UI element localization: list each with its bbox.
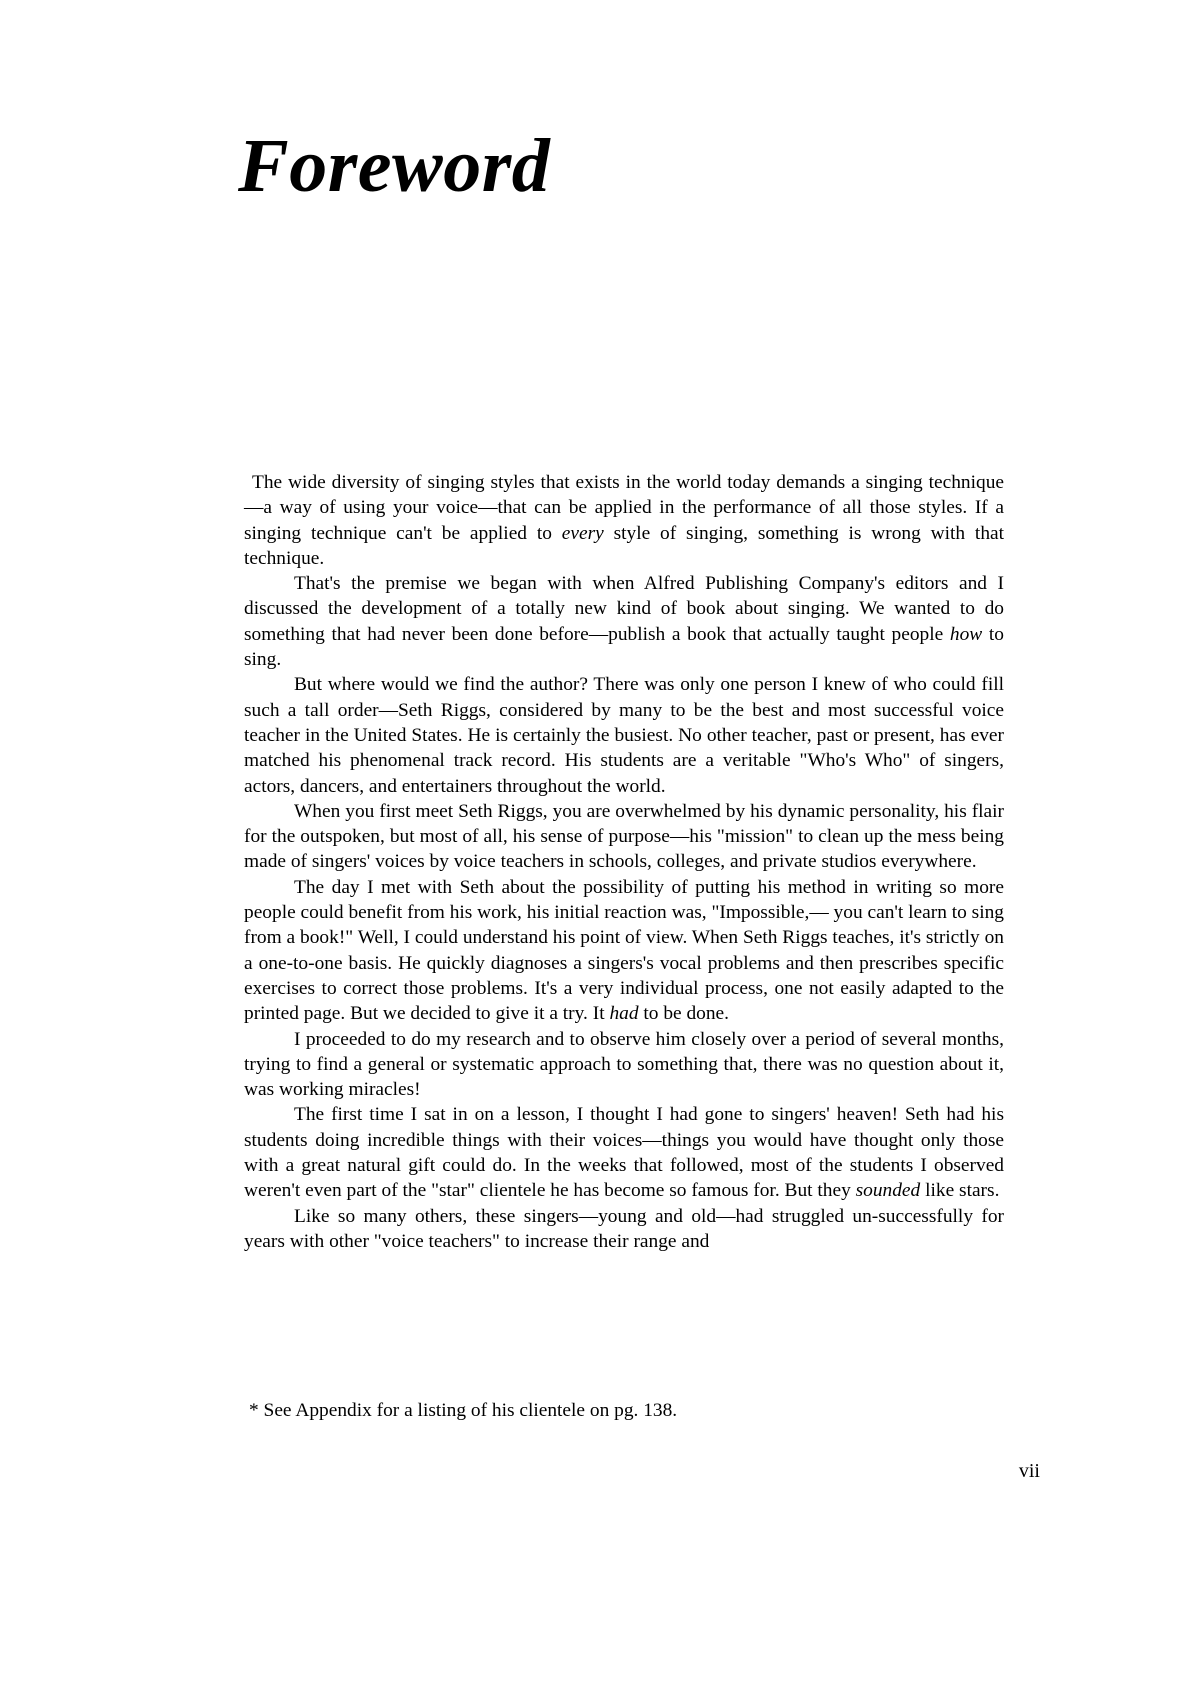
emphasis-text: had [609,1003,639,1025]
paragraph [244,875,1004,1027]
text-run: The day I met with Seth about the possibility of putting his method in writing so more people could benefit from his work, his initial reaction was, "Impossible,— you can't learn to sing from a book!" Well, I could understand his point of view. When Seth Riggs teaches, it's strictly on a one-to-one basis. He quickly diagnoses a singers's vocal problems and then prescribes specific exercises to correct those problems. It's a very individual process, one not easily adapted to the printed page. But we decided to give it a try. It [244,876,1004,1025]
emphasis-text: how [949,623,983,645]
text-run: That's the premise we began with when Alfred Publishing Company's editors and I discussed the development of a totally new kind of book about singing. We wanted to do something that had never been done before—publish a book that actually taught people [244,573,1004,645]
text-run: I proceeded to do my research and to observe him closely over a period of several months, trying to find a general or systematic approach to something that, there was no question about it, was working miracles! [244,1028,1004,1101]
paragraph [244,799,1004,875]
text-run: like stars. [920,1180,1000,1202]
footnote: * See Appendix for a listing of his clientele on pg. 138. [249,1400,678,1421]
text-run: to be done. [638,1003,730,1025]
foreword-body [244,470,1004,1254]
text-run: But where would we find the author? There was only one person I knew of who could fill such a tall order—Seth Riggs, considered by many to be the best and most successful voice teacher in the United States. He is certainly the busiest. No other teacher, past or present, has ever matched his phenomenal track record. His students are a veritable "Who's Who" of singers, actors, dancers, and entertainers throughout the world. [244,674,1004,797]
paragraph [244,1027,1004,1103]
text-run: The wide diversity of singing styles that exists in the world today demands a singing technique—a way of using your voice—that can be applied in the performance of all those styles. If a singing technique can't be applied to [244,472,1004,544]
page-number: vii [1018,1460,1040,1482]
text-run: style of singing, something is wrong with that technique. [244,522,1005,569]
chapter-title: Foreword [238,124,551,208]
paragraph [244,672,1004,798]
text-run: The first time I sat in on a lesson, I thought I had gone to singers' heaven! Seth had his students doing incredible things with their voices—things you would have thought only those with a great natural gift could do. In the weeks that followed, most of the students I observed weren't even part of the "star" clientele he has become so famous for. But they [244,1104,1004,1202]
paragraph [244,571,1004,672]
paragraph [244,1102,1004,1203]
emphasis-text: sounded [855,1180,921,1202]
text-run: Like so many others, these singers—young and old—had struggled un-successfully for years with other "voice teachers" to increase their range and [244,1205,1004,1252]
text-run: to sing. [244,623,1004,671]
paragraph [244,1204,1004,1255]
text-run: When you first meet Seth Riggs, you are overwhelmed by his dynamic personality, his flair for the outspoken, but most of all, his sense of purpose—his "mission" to clean up the mess being made of singers' voices by voice teachers in schools, colleges, and private studios everywhere. [244,800,1004,873]
emphasis-text: every [561,522,604,544]
paragraph [244,470,1004,571]
